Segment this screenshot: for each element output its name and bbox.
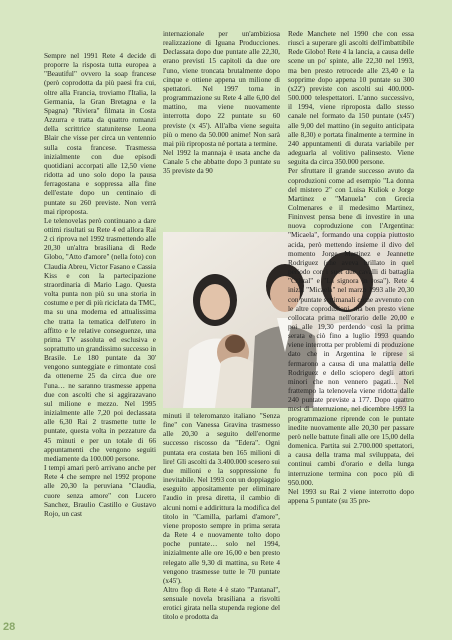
text-column-1 <box>44 52 156 612</box>
paragraph: internazionale per un'ambiziosa realizzazione di Iguana Producciones. Declassata dopo due puntate alle 22,30, erano previsti 15 capitoli da due ore l'uno, viene troncata brutalmente dopo cinque e ottiene appena un milione di spettatori. Nel 1997 torna in programmazione su Rete 4 alle 6,00 del mattino, ma viene nuovamente interrotta dopo 22 puntate su 60 previste (x 45'). All'alba viene seguita più o meno da 50.000 anime! Non sarà mai più riproposta né portata a termine. <box>163 30 280 148</box>
paragraph: Nel 1993 su Rai 2 viene interrotto dopo appena 5 puntate (su 35 pre- <box>288 487 414 505</box>
paragraph: Le telenovelas però continuano a dare ottimi risultati su Rete 4 ed allora Rai 2 ci riprova nel 1992 trasmettendo alle 20,30 un'altra brasiliana di Rede Globo, "Atto d'amore" (nella foto) con Claudia Abreu, Victor Fasano e Cassia Kiss e con la partecipazione straordinaria di Mario Lago. Questa volta punta non più su una storia in costume e per di più riciclata da TMC, ma su una moderna ed attualissima che tratta la tematica dell'utero in affitto e le relative conseguenze, una prima TV assoluta ed esclusiva e soprattutto un grandissimo successo in Brasile. Le 180 puntate da 30' vengono sunteggiate e rimontate così da ottenerne 25 da circa due ore l'una… ne saranno trasmesse appena due con ascolti che si aggirazavano sul milione e mezzo. Nel 1995 inizialmente alle 7,20 poi declassata alle 6,30 Rai 2 trasmette tutte le puntate, questa volta in pezzature da 45 minuti e per un totale di 66 appuntamenti che vengono seguiti mediamente da 100.000 persone. <box>44 216 156 463</box>
paragraph: Altro flop di Rete 4 è stato "Pantanal", sensuale novela brasiliana a risvolti erotici girata nella stupenda regione del titolo e prodotta da <box>163 585 280 622</box>
page-number: 28 <box>3 621 16 633</box>
paragraph: Nel 1992 la mannaja è usata anche da Canale 5 che abbatte dopo 3 puntate su 35 previste da 90 <box>163 149 280 176</box>
text-column-2-top <box>163 30 280 232</box>
text-column-3 <box>288 30 414 640</box>
paragraph: Sempre nel 1991 Rete 4 decide di proporre la risposta tutta europea a "Beautiful" ovvero la soap francese (però coprodotta da più paesi fra cui, oltre alla Francia, troviamo l'Italia, la Germania, la Gran Bretagna e la Spagna) "Riviera" filmata in Costa Azzurra e tratta da quattro romanzi della scrittrice statunitense Leona Blair che visse per circa un ventennio sulla costa francese. Trasmessa inizialmente con due episodi quotidiani accorpati alle 12,50 viene ridotta ad uno solo dopo la pausa ferragostana e soppressa alla fine dell'estate dopo un centinaio di puntate su 260 previste. Non verrà mai riproposta. <box>44 52 156 216</box>
paragraph: I tempi amari però arrivano anche per Rete 4 che sempre nel 1992 propone alle 20,30 la peruviana "Claudia, cuore senza amore" con Lucero Sanchez, Braulio Castillo e Gustavo Rojo, un cast <box>44 464 156 518</box>
paragraph: minuti il teleromanzo italiano "Senza fine" con Vanessa Gravina trasmesso alle 20,30 a seguito dell'enorme successo riscosso da "Edera". Ogni puntata era costata ben 165 milioni di lire! Gli ascolti da 3.400.000 scesero sui due milioni e la soppressione fu inevitabile. Nel 1993 con un doppiaggio eseguito appositamente per eliminare l'audio in presa diretta, il cambio di alcuni nomi e addirittura la modifica del titolo in "Camilla, parlami d'amore", viene proposto sempre in prima serata da Rete 4 e nuovamente tolto dopo poche puntate… solo nel 1994, inizialmente alle ore 16,00 e ben presto relegato alle 9,30 di mattina, su Rete 4 vengono trasmesse tutte le 70 puntate (x45'). <box>163 412 280 585</box>
text-column-2-bottom <box>163 412 280 640</box>
paragraph: Rede Manchete nel 1990 che con essa riuscì a superare gli ascolti dell'imbattibile Rede Globo! Rete 4 la lancia, a causa delle scene un po' spinte, alle 22,30 nel 1993, ma ben presto retrocede alle 23,40 e la sopprime dopo appena 10 puntate su 300 (x22') previste con ascolti sui 400.000-500.000 telespettatori. L'anno successivo, il 1994, viene riproposta dallo stesso canale nel formato da 150 puntate (x45') alle 9,00 del mattino (in seguito anticipata alle 8,30) e portata finalmente a termine in 240 appuntamenti di durata variabile per adeguarla al volitivo palinsesto. Viene seguita da circa 350.000 persone. <box>288 30 414 167</box>
paragraph: Per sfruttare il grande successo avuto da coproduzioni come ad esempio "La donna del mistero 2" con Luisa Kuliok e Jorge Martinez e "Manuela" con Grecia Colmenares e il medesimo Martinez, Fininvest pensa bene di investire in una nuova coproduzione con l'Argentina: "Micaela", formando una coppia piuttosto acida, però mettendo insieme il divo del momento Jorge Martinez e Jeannette Rodriguez (che aveva brillato in quel periodo con i suoi due cavalli di battaglia "Cristal" e "La signora in rosa"). Rete 4 inizia "Micaela" nel marzo 1993 alle 20,30 con puntate settimanali come avvenuto con le altre coproduzioni, ma ben presto viene collocata prima nell'orario delle 20,00 e poi alle 19,30 perdendo così la prima serata e ciò fino a luglio 1993 quando viene interrotta per problemi di produzione dato che in Argentina le riprese si fermarono a causa di una malattia delle Rodriguez e dello sciopero degli attori minori che non vennero pagati… Nel frattempo la telenovela viene ridotta dalle 240 puntate previste a 177. Dopo quattro mesi di interruzione, nel dicembre 1993 la programmazione riprende con le puntate inedite nuovamente alle 20,30 per passare però nelle battute finali alle ore 15,00 della domenica. Partita sui 2.700.000 spettatori, a causa della trama mal sviluppata, dei continui cambi d'orario e della lunga interruzione termina con poco più di 950.000. <box>288 167 414 487</box>
